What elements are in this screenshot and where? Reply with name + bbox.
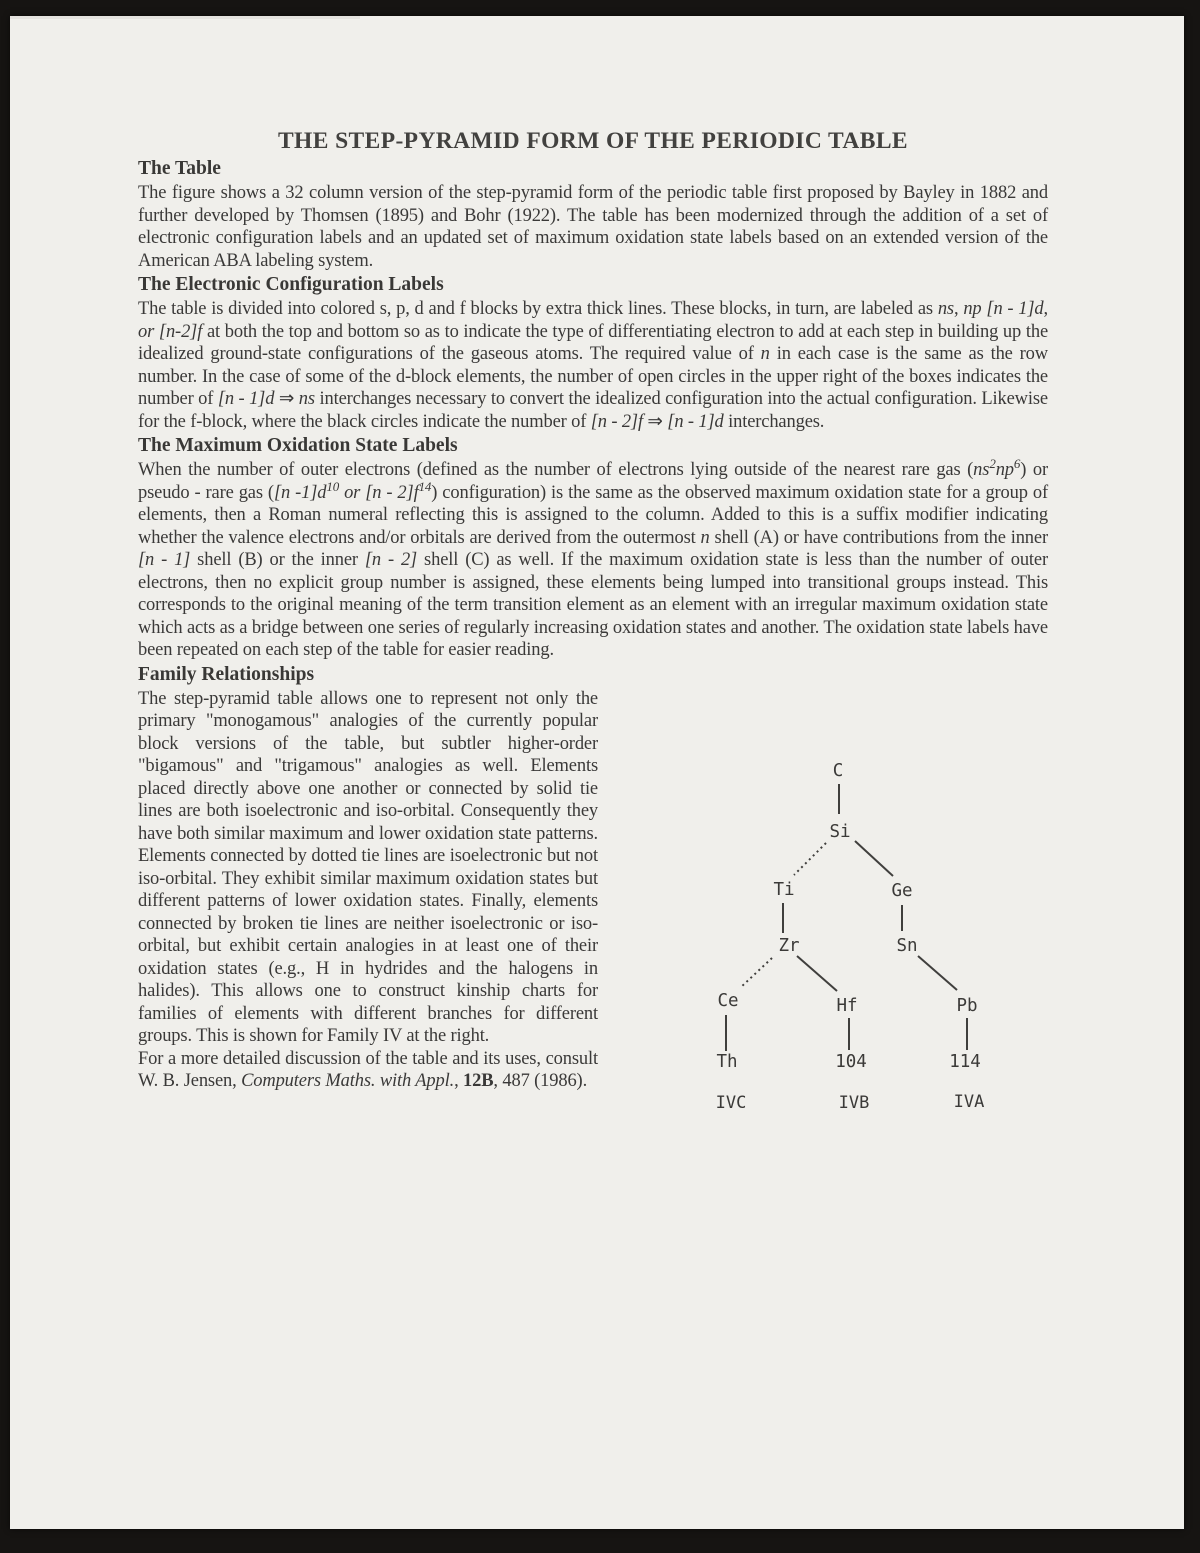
node-label-ce: Ce xyxy=(717,990,739,1011)
family-iv-kinship-figure xyxy=(604,755,1048,1120)
paragraph-electronic-configuration: The table is divided into colored s, p, d and f blocks by extra thick lines. These blocks, in turn, are labeled as ns, np [n - 1]d, or [n-2]f at both the top and bottom so as to indicate the type of differentiating electron to add at each step in building up the idealized ground-state configurations of the gaseous atoms. The required value of n in each case is the same as the row number. In the case of some of the d-block elements, the number of open circles in the upper right of the boxes indicates the number of [n - 1]d ⇒ ns interchanges necessary to convert the idealized configuration into the actual configuration. Likewise for the f-block, where the black circles indicate the number of [n - 2]f ⇒ [n - 1]d interchanges. xyxy=(138,299,1048,432)
dotted-tie-line-zr-ce xyxy=(740,958,772,988)
node-label-114: 114 xyxy=(949,1051,981,1072)
heading-electronic-configuration-labels: The Electronic Configuration Labels xyxy=(138,274,444,295)
node-label-c: C xyxy=(832,760,844,781)
node-label-si: Si xyxy=(829,821,851,842)
scanned-paper xyxy=(10,16,1184,1529)
tie-line-si-ge xyxy=(855,841,893,876)
paragraph-maximum-oxidation-state: When the number of outer electrons (defined as the number of electrons lying outside of the nearest rare gas $(ns^2np^6)$ or pseudo - rare gas ([n $-1]d^{10}$ or $[n - 2]f^{14}$) configuration) is the same as the observed maximum oxidation state for a group of elements, then a Roman numeral reflecting this is assigned to the column. Added to this is a suffix modifier indicating whether the valence electrons and/or orbitals are derived from the outermost n shell (A) or have contributions from the inner [n - 1] shell (B) or the inner [n - 2] shell (C) as well. If the maximum oxidation state is less than the number of outer electrons, then no explicit group number is assigned, these elements being lumped into transitional groups instead. This corresponds to the original meaning of the term transition element as an element with an irregular maximum oxidation state which acts as a bridge between one series of regularly increasing oxidation states and another. The oxidation state labels have been repeated on each step of the table for easier reading. xyxy=(138,455,1048,660)
node-label-ti: Ti xyxy=(773,879,795,900)
paragraph-family-relationships: The step-pyramid table allows one to represent not only the primary "monogamous" analogies of the currently popular block versions of the table, but subtler higher-order "bigamous" and "trigamous" analogies as well. Elements placed directly above one another or connected by solid tie lines are both isoelectronic and iso-orbital. Consequently they have both similar maximum and lower oxidation state patterns. Elements connected by dotted tie lines are isoelectronic but not iso-orbital. They exhibit similar maximum oxidation states but different patterns of lower oxidation states. Finally, elements connected by broken tie lines are neither isoelectronic or iso-orbital, but exhibit certain analogies in at least one of their oxidation states (e.g., H in hydrides and the halogens in halides). This allows one to construct kinship charts for families of elements with different branches for different groups. This is shown for Family IV at the right. xyxy=(138,688,598,1046)
dotted-tie-line-si-ti xyxy=(794,843,826,875)
paragraph-the-table: The figure shows a 32 column version of the step-pyramid form of the periodic table first proposed by Bayley in 1882 and further developed by Thomsen (1895) and Bohr (1922). The table has been modernized through the addition of a set of electronic configuration labels and an updated set of maximum oxidation state labels based on an extended version of the American ABA labeling system. xyxy=(138,183,1048,271)
heading-the-table: The Table xyxy=(138,158,221,179)
node-label-pb: Pb xyxy=(956,995,978,1016)
family-iv-kinship-svg xyxy=(604,755,1048,1120)
node-label-ge: Ge xyxy=(891,880,913,901)
group-label-ivb: IVB xyxy=(838,1092,870,1113)
node-label-sn: Sn xyxy=(896,935,918,956)
group-label-iva: IVA xyxy=(953,1091,985,1112)
tie-line-sn-pb xyxy=(918,956,957,990)
node-label-zr: Zr xyxy=(778,935,800,956)
node-label-th: Th xyxy=(716,1051,738,1072)
group-label-ivc: IVC xyxy=(715,1092,747,1113)
page-title: THE STEP-PYRAMID FORM OF THE PERIODIC TABLE xyxy=(277,128,908,154)
paragraph-reference-note: For a more detailed discussion of the table and its uses, consult W. B. Jensen, Computers Maths. with Appl., 12B, 487 (1986). xyxy=(138,1048,598,1091)
heading-family-relationships: Family Relationships xyxy=(138,663,315,685)
node-label-104: 104 xyxy=(835,1051,867,1072)
heading-maximum-oxidation-state-labels: The Maximum Oxidation State Labels xyxy=(138,435,458,456)
document-content xyxy=(10,126,1184,1113)
node-label-hf: Hf xyxy=(836,995,858,1016)
tie-line-zr-hf xyxy=(797,956,837,991)
scan-edge-artifact xyxy=(10,16,360,19)
